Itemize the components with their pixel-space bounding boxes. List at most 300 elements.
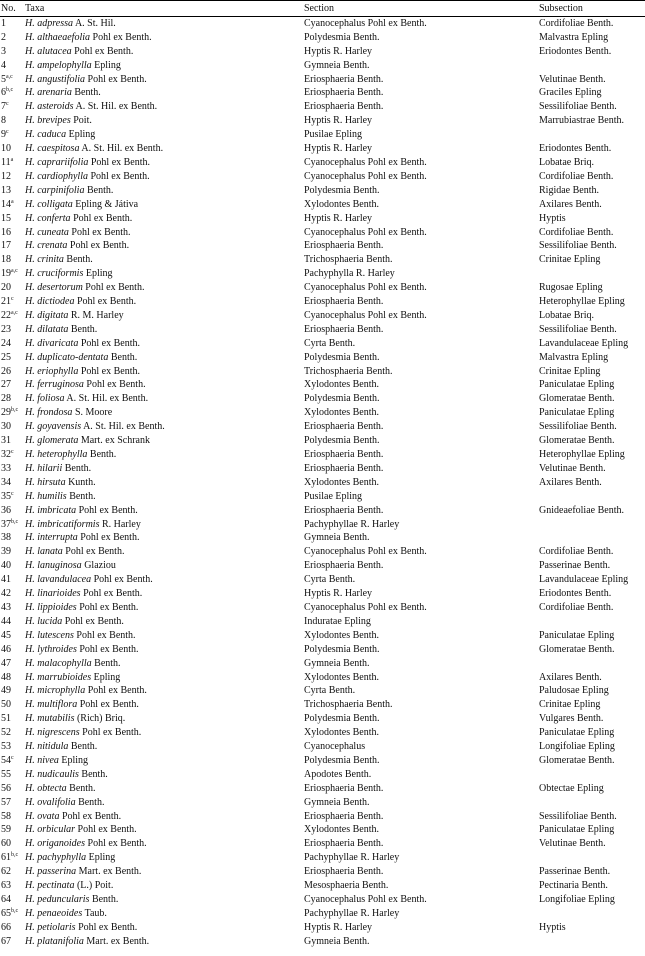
subsection-cell: Velutinae Benth. (539, 73, 606, 85)
row-number-text: 43 (1, 601, 11, 613)
subsection-cell (539, 128, 645, 142)
row-footnote-marker: b,c (11, 407, 19, 414)
taxon-epithet: heterophylla (37, 449, 88, 460)
row-footnote-marker: c (11, 490, 14, 497)
taxon-name (25, 754, 304, 768)
row-number-text: 5 (1, 73, 6, 85)
taxon-author: Pohl ex Benth. (80, 365, 141, 377)
section-cell: Polydesmia Benth. (304, 31, 380, 43)
table-row (0, 253, 645, 267)
row-number (0, 559, 25, 573)
taxon-name (25, 239, 304, 253)
taxon-author: Pohl ex Benth. (87, 685, 147, 697)
taxon-genus: H. (25, 143, 35, 155)
taxon-author: Pohl ex Benth. (61, 810, 122, 822)
taxon-genus: H. (25, 101, 35, 113)
row-number (0, 476, 25, 490)
taxon-name (25, 504, 304, 518)
table-row (0, 156, 645, 170)
taxon-genus: H. (25, 685, 35, 697)
taxon-author: A. St. Hil. (74, 17, 116, 29)
section-cell: Hyptis R. Harley (304, 143, 373, 155)
taxon-name (25, 323, 304, 337)
table-row (0, 545, 645, 559)
table-row (0, 935, 645, 949)
taxon-name (25, 378, 304, 392)
subsection-cell: Cordifoliae Benth. (539, 170, 614, 182)
subsection-cell: Glomeratae Benth. (539, 393, 615, 405)
row-number-text: 4 (1, 59, 6, 71)
section-cell: Cyrta Benth. (304, 574, 356, 586)
taxon-epithet: arenaria (37, 87, 72, 99)
taxon-author: Pohl ex Benth. (90, 156, 151, 168)
taxon-author: Benth. (70, 741, 98, 753)
taxon-epithet: pachyphylla (37, 852, 87, 864)
section-cell: Eriosphaeria Benth. (304, 87, 384, 99)
row-number (0, 726, 25, 740)
taxon-epithet: petiolaris (37, 921, 76, 933)
subsection-cell (539, 907, 645, 921)
taxon-author: Pohl ex Benth. (92, 31, 152, 43)
taxon-name (25, 295, 304, 309)
subsection-cell (539, 518, 645, 532)
taxon-author: Pohl ex Benth. (87, 838, 147, 850)
taxon-genus: H. (25, 921, 35, 933)
section-cell: Apodotes Benth. (304, 768, 372, 780)
row-number-text: 55 (1, 768, 11, 780)
subsection-cell: Lobatae Briq. (539, 309, 594, 321)
taxon-author: Benth. (110, 351, 138, 363)
section-cell: Pachyphyllae R. Harley (304, 518, 400, 530)
table-row (0, 476, 645, 490)
table-row (0, 448, 645, 462)
taxon-author: Pohl ex Benth. (93, 574, 153, 586)
taxon-epithet: origanoides (37, 838, 86, 850)
row-number (0, 935, 25, 949)
row-number (0, 671, 25, 685)
table-row (0, 643, 645, 657)
taxon-genus: H. (25, 435, 35, 447)
taxon-genus: H. (25, 657, 35, 669)
subsection-cell: Paludosae Epling (539, 685, 609, 697)
subsection-cell (539, 59, 645, 73)
taxon-name (25, 351, 304, 365)
taxon-epithet: angustifolia (37, 73, 86, 85)
taxon-genus: H. (25, 643, 35, 655)
taxon-name (25, 128, 304, 142)
subsection-cell: Rugosae Epling (539, 282, 603, 294)
row-footnote-marker: b,c (11, 907, 19, 914)
taxon-name (25, 865, 304, 879)
taxon-name (25, 615, 304, 629)
row-footnote-marker: c (6, 101, 9, 108)
taxon-name (25, 893, 304, 907)
table-body (0, 16, 645, 948)
taxon-genus: H. (25, 866, 35, 878)
row-number-text: 60 (1, 838, 11, 850)
subsection-cell: Lavandulaceae Epling (539, 574, 629, 586)
taxon-genus: H. (25, 852, 35, 864)
taxon-epithet: multiflora (37, 699, 78, 711)
row-number (0, 73, 25, 87)
taxon-epithet: caespitosa (37, 143, 80, 155)
section-cell: Hyptis R. Harley (304, 115, 373, 127)
taxon-genus: H. (25, 546, 35, 558)
row-number (0, 518, 25, 532)
row-number-text: 49 (1, 685, 11, 697)
table-row (0, 726, 645, 740)
row-number (0, 615, 25, 629)
taxon-genus: H. (25, 768, 35, 780)
row-number (0, 879, 25, 893)
row-number-text: 41 (1, 574, 11, 586)
taxon-epithet: lippioides (37, 601, 77, 613)
section-cell: Xylodontes Benth. (304, 476, 379, 488)
section-cell: Pachyphyllae R. Harley (304, 907, 400, 919)
table-row (0, 504, 645, 518)
subsection-cell: Marrubiastrae Benth. (539, 115, 624, 127)
taxon-genus: H. (25, 490, 35, 502)
taxon-name (25, 114, 304, 128)
taxon-author: Pohl ex Benth. (77, 824, 137, 836)
subsection-cell: Graciles Epling (539, 87, 602, 99)
row-number (0, 128, 25, 142)
taxon-epithet: caprariifolia (37, 156, 89, 168)
taxon-name (25, 796, 304, 810)
taxon-author: Pohl ex Benth. (83, 588, 143, 600)
table-row (0, 671, 645, 685)
taxon-author: Pohl ex Benth. (73, 212, 133, 224)
taxon-epithet: crinita (37, 254, 64, 266)
subsection-cell: Rigidae Benth. (539, 184, 599, 196)
taxon-author: Pohl ex Benth. (76, 296, 137, 308)
taxon-genus: H. (25, 212, 35, 224)
taxon-epithet: ampelophylla (37, 59, 92, 71)
section-cell: Gymneia Benth. (304, 657, 370, 669)
section-cell: Gymneia Benth. (304, 59, 370, 71)
section-cell: Polydesmia Benth. (304, 435, 380, 447)
taxon-author: Epling (61, 754, 89, 766)
section-cell: Cyanocephalus Pohl ex Benth. (304, 17, 427, 29)
table-row (0, 462, 645, 476)
taxon-epithet: pectinata (37, 880, 75, 892)
row-number (0, 59, 25, 73)
section-cell: Pachyphyllae R. Harley (304, 852, 400, 864)
taxon-author: Benth. (86, 184, 114, 196)
taxon-genus: H. (25, 462, 35, 474)
table-row (0, 893, 645, 907)
row-number-text: 19 (1, 268, 11, 280)
taxon-genus: H. (25, 351, 35, 363)
taxon-epithet: althaeaefolia (37, 31, 91, 43)
section-cell: Eriosphaeria Benth. (304, 73, 384, 85)
row-footnote-marker: c (11, 754, 14, 761)
subsection-cell (539, 796, 645, 810)
taxon-genus: H. (25, 754, 35, 766)
row-number-text: 46 (1, 643, 11, 655)
taxon-author: Pohl ex Benth. (74, 45, 134, 57)
table-row (0, 879, 645, 893)
subsection-cell: Glomeratae Benth. (539, 435, 615, 447)
row-footnote-marker: a,c (11, 309, 18, 316)
taxon-author: (L.) Poit. (76, 880, 114, 892)
taxon-genus: H. (25, 601, 35, 613)
row-number (0, 281, 25, 295)
row-number (0, 170, 25, 184)
taxon-name (25, 73, 304, 87)
taxon-genus: H. (25, 17, 35, 29)
subsection-cell: Heterophyllae Epling (539, 296, 625, 308)
section-cell: Gymneia Benth. (304, 796, 370, 808)
taxon-epithet: orbicular (37, 824, 76, 836)
row-number (0, 420, 25, 434)
section-cell: Hyptis R. Harley (304, 45, 373, 57)
table-row (0, 128, 645, 142)
table-row (0, 73, 645, 87)
taxon-genus: H. (25, 615, 35, 627)
row-number-text: 64 (1, 894, 11, 905)
section-cell: Eriosphaeria Benth. (304, 240, 384, 252)
taxon-genus: H. (25, 87, 35, 99)
taxon-name (25, 837, 304, 851)
taxon-name (25, 86, 304, 100)
taxon-epithet: ovata (37, 810, 60, 822)
row-number (0, 921, 25, 935)
subsection-cell: Longifoliae Epling (539, 741, 615, 753)
taxon-author: Benth. (69, 490, 96, 502)
taxon-genus: H. (25, 838, 35, 850)
taxon-genus: H. (25, 713, 35, 725)
taxon-name (25, 226, 304, 240)
taxon-name (25, 782, 304, 796)
taxon-genus: H. (25, 810, 35, 822)
row-number-text: 13 (1, 184, 11, 196)
section-cell: Xylodontes Benth. (304, 629, 379, 641)
table-row (0, 629, 645, 643)
subsection-cell: Sessilifoliae Benth. (539, 101, 617, 113)
taxon-epithet: passerina (37, 866, 77, 878)
row-number (0, 907, 25, 921)
taxon-author: Pohl ex Benth. (71, 226, 131, 238)
taxon-author: Epling & Játiva (75, 198, 139, 210)
taxon-epithet: platanifolia (37, 935, 84, 947)
row-number (0, 434, 25, 448)
row-number-text: 2 (1, 31, 6, 43)
taxon-author: Pohl ex Benth. (69, 240, 130, 252)
row-footnote-marker: b,c (11, 852, 19, 859)
taxon-name (25, 851, 304, 865)
table-row (0, 851, 645, 865)
taxon-author: Pohl ex Benth. (85, 282, 145, 294)
section-cell: Polydesmia Benth. (304, 643, 380, 655)
table-row (0, 170, 645, 184)
taxon-genus: H. (25, 309, 35, 321)
subsection-cell: Eriodontes Benth. (539, 45, 612, 57)
table-row (0, 768, 645, 782)
taxon-epithet: lavandulacea (37, 574, 92, 586)
subsection-cell: Velutinae Benth. (539, 462, 606, 474)
taxon-epithet: divaricata (37, 337, 79, 349)
taxon-name (25, 142, 304, 156)
row-number (0, 490, 25, 504)
header-no: No. (0, 1, 25, 17)
taxon-epithet: microphylla (37, 685, 86, 697)
row-number (0, 156, 25, 170)
taxon-name (25, 698, 304, 712)
taxon-author: Mart. ex Schrank (80, 435, 150, 447)
taxon-author: Benth. (81, 768, 108, 780)
taxon-genus: H. (25, 671, 35, 683)
row-number-text: 44 (1, 615, 11, 627)
table-row (0, 198, 645, 212)
taxon-author: Pohl ex Benth. (76, 629, 136, 641)
taxon-genus: H. (25, 365, 35, 377)
subsection-cell: Crinitae Epling (539, 699, 601, 711)
section-cell: Cyanocephalus Pohl ex Benth. (304, 309, 427, 321)
subsection-cell (539, 615, 645, 629)
taxon-author: R. M. Harley (70, 309, 124, 321)
subsection-cell: Cordifoliae Benth. (539, 17, 614, 29)
taxon-epithet: lucida (37, 615, 63, 627)
subsection-cell (539, 490, 645, 504)
taxon-name (25, 907, 304, 921)
taxon-genus: H. (25, 254, 35, 266)
taxon-epithet: asteroids (37, 101, 74, 113)
taxon-genus: H. (25, 129, 35, 141)
row-number (0, 378, 25, 392)
row-number-text: 18 (1, 254, 11, 266)
taxon-epithet: interrupta (37, 532, 78, 544)
taxon-name (25, 531, 304, 545)
row-number (0, 337, 25, 351)
row-number (0, 226, 25, 240)
taxon-author: Benth. (70, 323, 98, 335)
taxon-genus: H. (25, 170, 35, 182)
section-cell: Induratae Epling (304, 615, 371, 627)
taxon-name (25, 573, 304, 587)
section-cell: Polydesmia Benth. (304, 713, 380, 725)
row-number (0, 837, 25, 851)
row-number (0, 504, 25, 518)
taxon-genus: H. (25, 504, 35, 516)
taxon-genus: H. (25, 518, 35, 530)
table-row (0, 587, 645, 601)
taxon-epithet: lutescens (37, 629, 74, 641)
row-number (0, 198, 25, 212)
section-cell: Cyanocephalus Pohl ex Benth. (304, 170, 427, 182)
row-number-text: 12 (1, 170, 11, 182)
row-number (0, 392, 25, 406)
row-number-text: 10 (1, 143, 11, 155)
taxon-epithet: cardiophylla (37, 170, 88, 182)
table-row (0, 86, 645, 100)
taxon-author: Pohl ex Benth. (78, 504, 138, 516)
taxon-epithet: colligata (37, 198, 73, 210)
row-footnote-marker: a,c (6, 73, 13, 80)
subsection-cell: Axilares Benth. (539, 671, 602, 683)
taxon-epithet: duplicato-dentata (37, 351, 109, 363)
row-number (0, 31, 25, 45)
section-cell: Eriosphaeria Benth. (304, 421, 384, 433)
taxon-name (25, 587, 304, 601)
subsection-cell: Paniculatae Epling (539, 379, 615, 391)
subsection-cell: Heterophyllae Epling (539, 449, 625, 460)
row-number-text: 54 (1, 754, 11, 766)
row-number (0, 184, 25, 198)
taxon-name (25, 337, 304, 351)
table-row (0, 837, 645, 851)
subsection-cell: Obtectae Epling (539, 782, 604, 794)
row-number (0, 142, 25, 156)
section-cell: Eriosphaeria Benth. (304, 296, 384, 308)
row-number-text: 15 (1, 212, 11, 224)
subsection-cell: Paniculatae Epling (539, 629, 615, 641)
taxon-author: A. St. Hil. ex Benth. (66, 393, 149, 405)
section-cell: Cyrta Benth. (304, 337, 356, 349)
taxon-name (25, 31, 304, 45)
taxon-author: Poit. (73, 115, 92, 127)
taxon-genus: H. (25, 421, 35, 433)
taxon-epithet: linarioides (37, 588, 81, 600)
taxon-genus: H. (25, 629, 35, 641)
table-row (0, 823, 645, 837)
taxon-epithet: mutabilis (37, 713, 75, 725)
table-row (0, 59, 645, 73)
section-cell: Pusilae Epling (304, 490, 363, 502)
section-cell: Cyanocephalus Pohl ex Benth. (304, 156, 427, 168)
table-row (0, 337, 645, 351)
taxon-name (25, 810, 304, 824)
row-number (0, 239, 25, 253)
subsection-cell: Velutinae Benth. (539, 838, 606, 850)
taxon-epithet: goyavensis (37, 421, 82, 433)
table-row (0, 684, 645, 698)
subsection-cell: Paniculatae Epling (539, 824, 615, 836)
table-row (0, 406, 645, 420)
section-cell: Xylodontes Benth. (304, 671, 379, 683)
taxon-epithet: imbricatiformis (37, 518, 100, 530)
table-row (0, 420, 645, 434)
taxon-name (25, 545, 304, 559)
taxon-epithet: eriophylla (37, 365, 79, 377)
taxon-name (25, 476, 304, 490)
row-number-text: 51 (1, 713, 11, 725)
row-number (0, 643, 25, 657)
taxon-author: Pohl ex Benth. (79, 601, 139, 613)
table-row (0, 239, 645, 253)
row-number (0, 629, 25, 643)
taxon-name (25, 740, 304, 754)
table-row (0, 184, 645, 198)
taxon-epithet: nitidula (37, 741, 69, 753)
subsection-cell: Cordifoliae Benth. (539, 226, 614, 238)
table-row (0, 100, 645, 114)
row-footnote-marker: c (6, 129, 9, 136)
row-number-text: 7 (1, 101, 6, 113)
taxon-name (25, 601, 304, 615)
taxon-name (25, 657, 304, 671)
taxon-name (25, 643, 304, 657)
taxon-genus: H. (25, 880, 35, 892)
row-number (0, 865, 25, 879)
row-number-text: 56 (1, 782, 11, 794)
section-cell: Xylodontes Benth. (304, 727, 379, 739)
row-number-text: 61 (1, 852, 11, 864)
table-row (0, 518, 645, 532)
table-row (0, 712, 645, 726)
table-row (0, 490, 645, 504)
taxon-name (25, 156, 304, 170)
